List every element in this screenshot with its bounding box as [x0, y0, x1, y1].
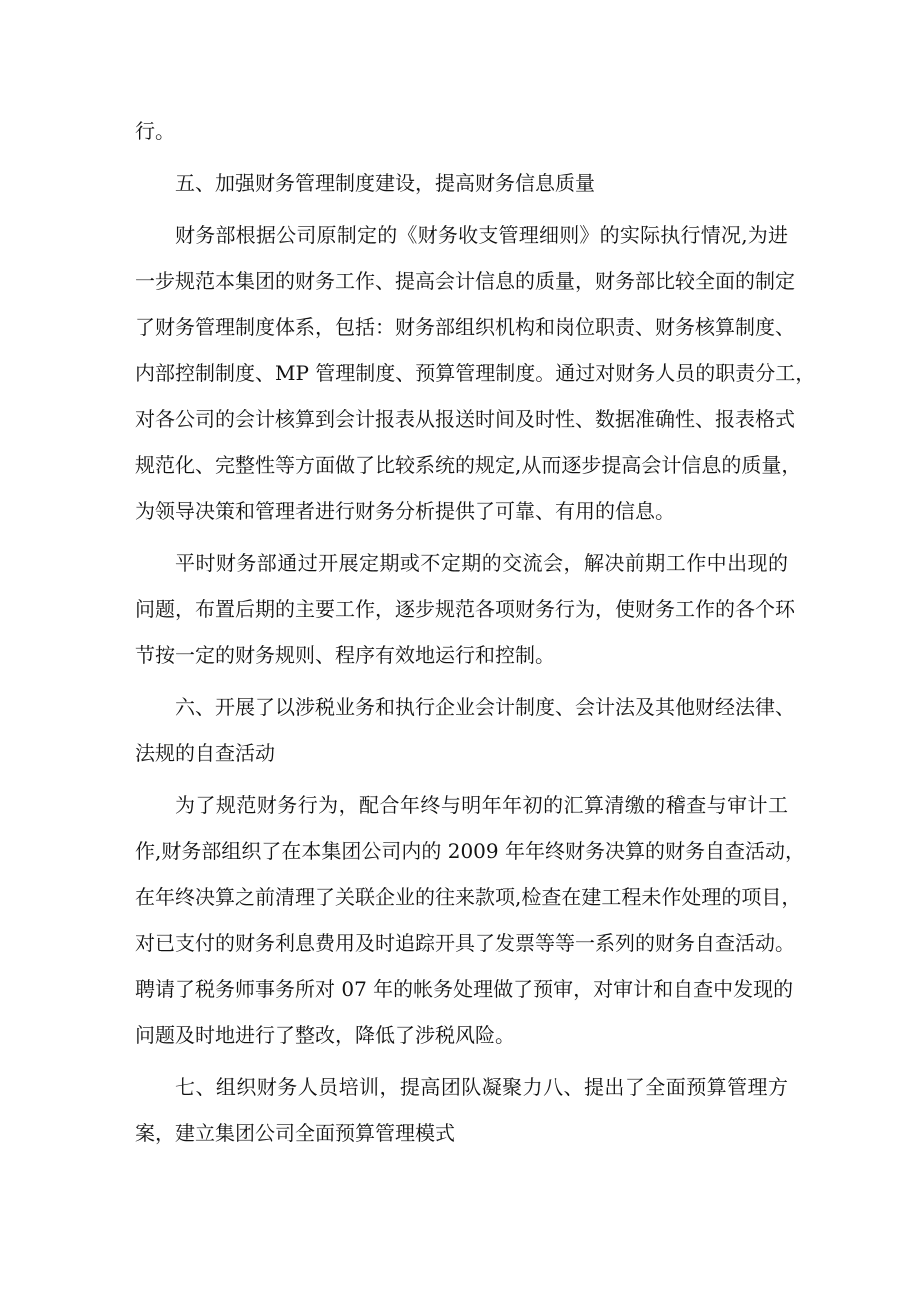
paragraph-line: 聘请了税务师事务所对 07 年的帐务处理做了预审，对审计和自查中发现的 — [135, 977, 794, 1001]
section-heading-6: 六、开展了以涉税业务和执行企业会计制度、会计法及其他财经法律、 — [175, 695, 795, 719]
paragraph-line: 一步规范本集团的财务工作、提高会计信息的质量，财务部比较全面的制定 — [135, 269, 795, 293]
section-heading-7-8: 七、组织财务人员培训，提高团队凝聚力八、提出了全面预算管理方 — [175, 1075, 788, 1099]
paragraph-line: 在年终决算之前清理了关联企业的往来款项,检查在建工程未作处理的项目， — [135, 885, 802, 909]
paragraph-line: 对已支付的财务利息费用及时追踪开具了发票等等一系列的财务自查活动。 — [135, 931, 795, 955]
paragraph-line: 作,财务部组织了在本集团公司内的 2009 年年终财务决算的财务自查活动， — [135, 839, 805, 863]
paragraph-line: 财务部根据公司原制定的《财务收支管理细则》的实际执行情况,为进 — [175, 223, 788, 247]
paragraph-line: 为领导决策和管理者进行财务分析提供了可靠、有用的信息。 — [135, 499, 675, 523]
paragraph-line: 对各公司的会计核算到会计报表从报送时间及时性、数据准确性、报表格式 — [135, 407, 795, 431]
paragraph-line: 节按一定的财务规则、程序有效地运行和控制。 — [135, 643, 555, 667]
paragraph-line: 内部控制制度、MP 管理制度、预算管理制度。通过对财务人员的职责分工， — [135, 361, 816, 385]
section-heading-7-8-cont: 案，建立集团公司全面预算管理模式 — [135, 1121, 455, 1145]
paragraph-line: 问题及时地进行了整改，降低了涉税风险。 — [135, 1023, 515, 1047]
section-heading-5: 五、加强财务管理制度建设，提高财务信息质量 — [175, 171, 595, 195]
section-heading-6-cont: 法规的自查活动 — [135, 741, 275, 765]
paragraph-line: 平时财务部通过开展定期或不定期的交流会，解决前期工作中出现的 — [175, 551, 788, 575]
paragraph-line: 了财务管理制度体系，包括：财务部组织机构和岗位职责、财务核算制度、 — [135, 315, 795, 339]
paragraph-line: 为了规范财务行为，配合年终与明年年初的汇算清缴的稽查与审计工 — [175, 793, 788, 817]
paragraph-line: 规范化、完整性等方面做了比较系统的规定,从而逐步提高会计信息的质量， — [135, 453, 802, 477]
paragraph-tail-line: 行。 — [135, 119, 175, 143]
paragraph-line: 问题，布置后期的主要工作，逐步规范各项财务行为，使财务工作的各个环 — [135, 597, 795, 621]
